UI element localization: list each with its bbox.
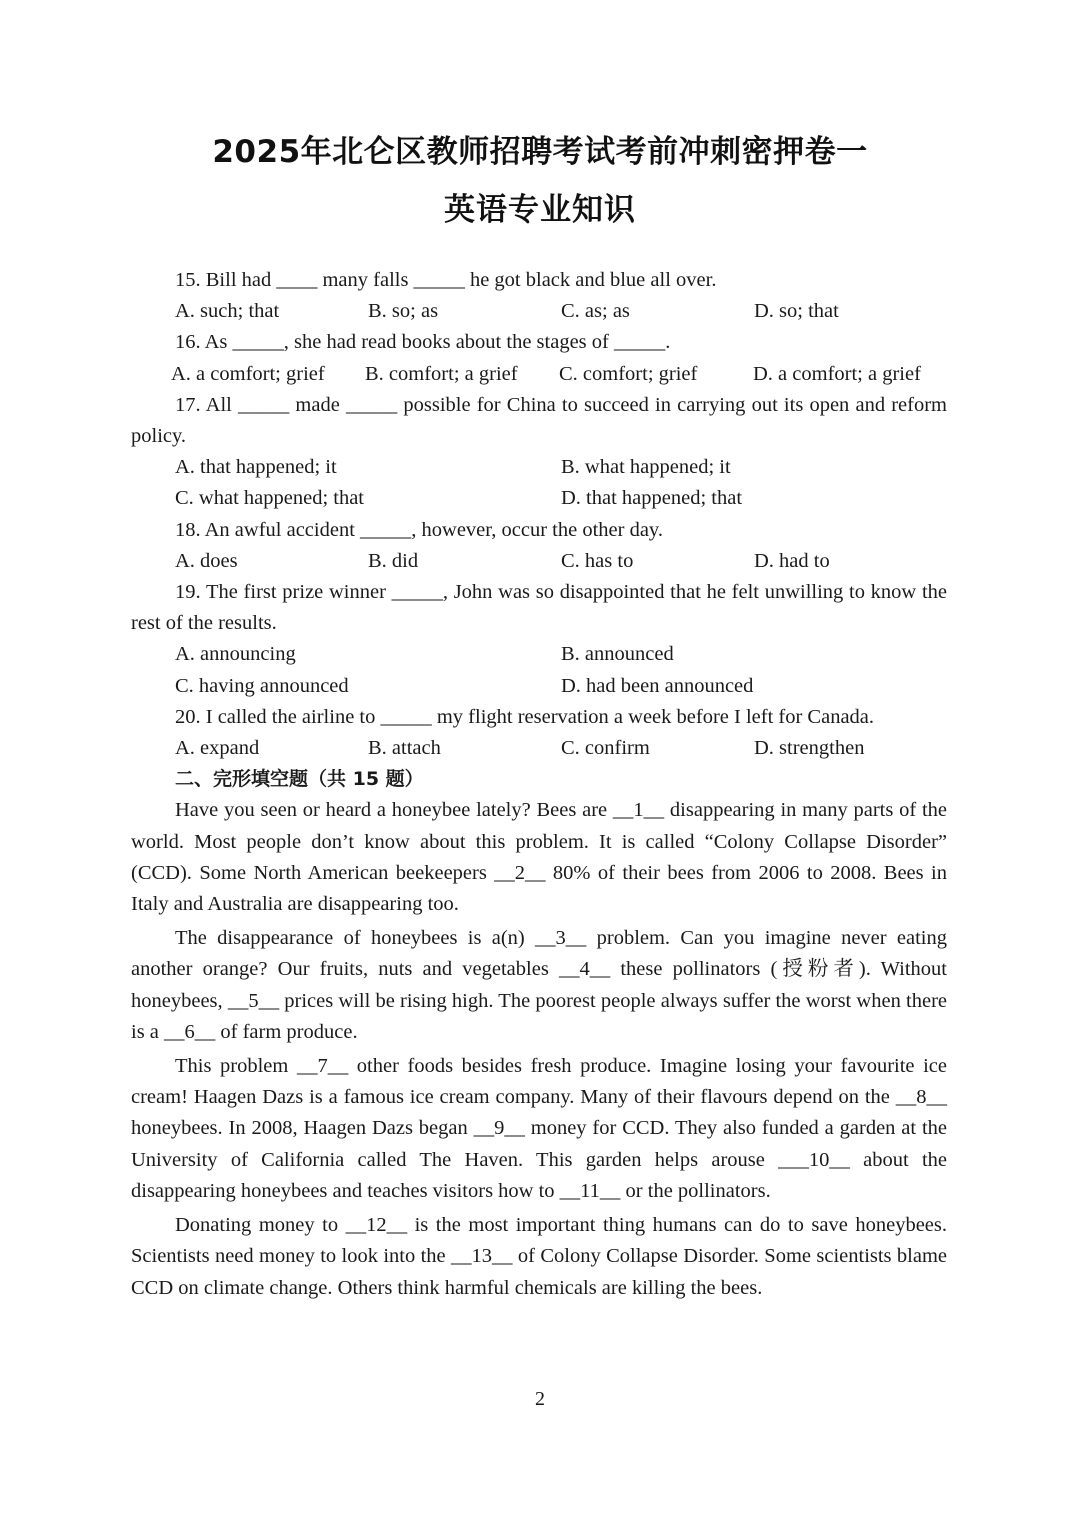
option-d: D. that happened; that (561, 487, 743, 510)
question-18-options (175, 546, 947, 577)
question-16-options (171, 359, 947, 390)
option-c: C. as; as (561, 300, 630, 323)
option-b: B. what happened; it (561, 456, 731, 479)
option-d: D. strengthen (754, 737, 865, 760)
option-c: C. confirm (561, 737, 650, 760)
option-a: A. that happened; it (175, 456, 337, 479)
option-c: C. having announced (175, 674, 349, 697)
option-d: D. had to (754, 549, 830, 572)
option-b: B. attach (368, 737, 441, 760)
cloze-paragraph-1: Have you seen or heard a honeybee lately? Bees are __1__ disappearing in many parts of the world. Most people don’t know about this problem. It is called “Colony Collapse Disorder” (CCD). Some North American beekeepers __2__ 80% of their bees from 2006 to 2008. Bees in Italy and Australia are disappearing too. (131, 799, 947, 916)
option-c: C. has to (561, 549, 634, 572)
question-17-options-row1 (175, 452, 947, 483)
question-15-stem: 15. Bill had ____ many falls _____ he got black and blue all over. (175, 269, 717, 291)
question-19-stem: 19. The first prize winner _____, John was so disappointed that he felt unwilling to know the rest of the results. (131, 581, 947, 635)
question-20-options (175, 733, 947, 764)
question-19-options-row2 (175, 671, 947, 702)
question-17-options-row2 (175, 483, 947, 514)
option-d: D. had been announced (561, 674, 754, 697)
cloze-paragraph-3: This problem __7__ other foods besides fresh produce. Imagine losing your favourite ice cream! Haagen Dazs is a famous ice cream company. Many of their flavours depend on the __8__ honeybees. In 2008, Haagen Dazs began __9__ money for CCD. They also funded a garden at the University of California called The Haven. This garden helps arouse ___10__ about the disappearing honeybees and teaches visitors how to __11__ or the pollinators. (131, 1055, 947, 1202)
option-a: A. does (175, 549, 238, 572)
option-c: C. what happened; that (175, 487, 365, 510)
option-a: A. expand (175, 737, 260, 760)
question-19-options-row1 (175, 639, 947, 670)
page-number: 2 (535, 1388, 545, 1410)
exam-body (131, 265, 947, 1304)
option-c: C. comfort; grief (559, 362, 698, 385)
option-b: B. announced (561, 643, 674, 666)
option-d: D. so; that (754, 300, 839, 323)
option-d: D. a comfort; a grief (753, 362, 921, 385)
question-16-stem: 16. As _____, she had read books about the stages of _____. (175, 331, 671, 354)
section-heading-cloze: 二、完形填空题（共 15 题） (175, 768, 424, 791)
cloze-paragraph-2: The disappearance of honeybees is a(n) __3__ problem. Can you imagine never eating another orange? Our fruits, nuts and vegetables __4__ these pollinators (授粉者). Without honeybees, __5__ prices will be rising high. The poorest people always suffer the worst when there is a __6__ of farm produce. (131, 927, 947, 1043)
question-15-options (175, 296, 947, 327)
option-a: A. announcing (175, 643, 296, 666)
option-a: A. a comfort; grief (171, 362, 325, 385)
option-b: B. comfort; a grief (365, 362, 518, 385)
question-17-stem: 17. All _____ made _____ possible for China to succeed in carrying out its open and reform policy. (131, 393, 947, 448)
exam-subtitle: 英语专业知识 (444, 192, 636, 228)
question-20-stem: 20. I called the airline to _____ my flight reservation a week before I left for Canada. (175, 705, 875, 728)
option-b: B. so; as (368, 300, 439, 323)
option-b: B. did (368, 549, 419, 572)
exam-title: 2025年北仑区教师招聘考试考前冲刺密押卷一 (212, 134, 868, 170)
question-18-stem: 18. An awful accident _____, however, occur the other day. (175, 518, 663, 541)
option-a: A. such; that (175, 300, 280, 323)
cloze-paragraph-4: Donating money to __12__ is the most important thing humans can do to save honeybees. Scientists need money to look into the __13__ of Colony Collapse Disorder. Some scientists blame CCD on climate change. Others think harmful chemicals are killing the bees. (131, 1214, 947, 1299)
